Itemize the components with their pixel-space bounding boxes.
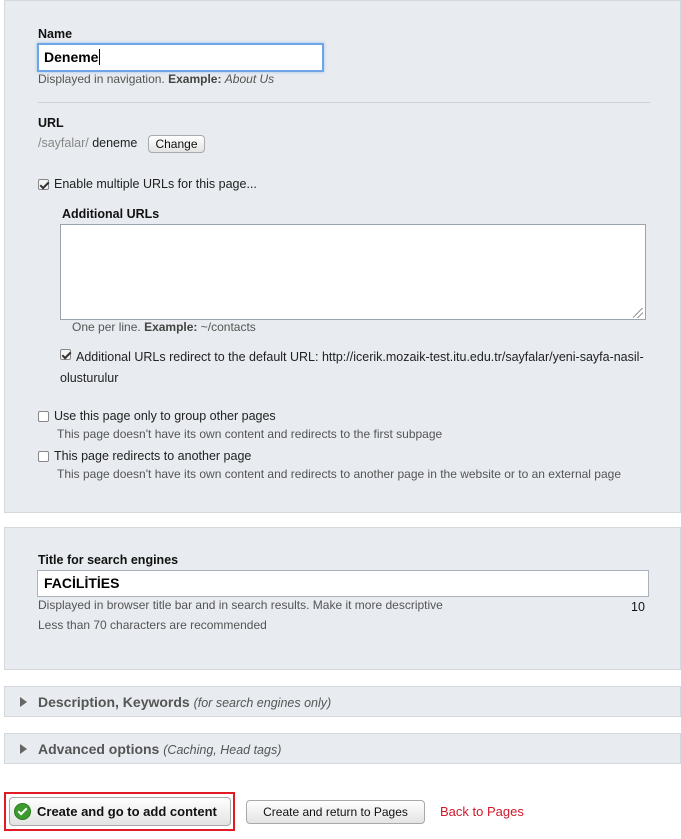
redirect-to-default-label[interactable]: Additional URLs redirect to the default URL: http://icerik.mozaik-test.itu.edu.tr/sayfalar/yeni-sayfa-nasil-olusturulur — [60, 350, 644, 385]
description-title-text: Description, Keywords — [38, 694, 190, 710]
change-url-button[interactable]: Change — [148, 135, 205, 153]
additional-urls-label: Additional URLs — [62, 207, 160, 221]
seo-help: Displayed in browser title bar and in search results. Make it more descriptive — [38, 598, 443, 612]
group-pages-label[interactable]: Use this page only to group other pages — [54, 409, 276, 423]
group-pages-checkbox[interactable] — [38, 411, 49, 422]
seo-recommendation: Less than 70 characters are recommended — [38, 618, 267, 632]
advanced-title-text: Advanced options — [38, 741, 160, 757]
enable-multiple-urls-checkbox[interactable] — [38, 179, 49, 190]
name-help-example-label: Example: — [168, 72, 222, 86]
resize-grip-icon[interactable] — [633, 308, 643, 318]
redirect-page-description: This page doesn't have its own content and redirects to another page in the website or to an external page — [57, 467, 621, 481]
name-input-value: Deneme — [44, 49, 99, 65]
advanced-options-section[interactable] — [4, 733, 681, 764]
enable-multiple-urls-label[interactable]: Enable multiple URLs for this page... — [54, 177, 257, 191]
name-help-text: Displayed in navigation. — [38, 72, 165, 86]
text-caret — [99, 49, 100, 65]
name-help-example-value: About Us — [224, 72, 275, 86]
name-help — [38, 72, 274, 86]
url-prefix: /sayfalar/ — [38, 136, 89, 150]
description-subtitle-text: (for search engines only) — [193, 696, 332, 710]
back-to-pages-link[interactable]: Back to Pages — [440, 804, 524, 819]
additional-urls-textarea[interactable] — [60, 224, 646, 320]
seo-title-input[interactable]: FACİLİTİES — [37, 570, 649, 597]
url-value — [38, 136, 137, 150]
url-slug: deneme — [92, 136, 138, 150]
name-label: Name — [38, 27, 73, 41]
additional-urls-help-example-label: Example: — [144, 320, 198, 334]
additional-urls-help-example-value: ~/contacts — [200, 320, 256, 334]
name-input[interactable] — [37, 43, 324, 72]
seo-title-label: Title for search engines — [38, 553, 179, 567]
expand-triangle-icon — [20, 697, 27, 707]
url-label: URL — [38, 116, 64, 130]
expand-triangle-icon — [20, 744, 27, 754]
advanced-subtitle-text: (Caching, Head tags) — [163, 743, 282, 757]
redirect-page-checkbox[interactable] — [38, 451, 49, 462]
additional-urls-help-text: One per line. — [72, 320, 141, 334]
additional-urls-help — [72, 320, 256, 334]
create-and-return-button[interactable]: Create and return to Pages — [246, 800, 425, 824]
create-and-add-content-button[interactable] — [9, 797, 231, 826]
group-pages-description: This page doesn't have its own content and redirects to the first subpage — [57, 427, 443, 441]
create-and-add-content-label: Create and go to add content — [37, 804, 217, 819]
redirect-page-label[interactable]: This page redirects to another page — [54, 449, 252, 463]
advanced-section-title — [38, 741, 281, 757]
seo-char-count: 10 — [631, 600, 645, 614]
description-keywords-section[interactable] — [4, 686, 681, 717]
section-divider — [38, 102, 650, 103]
description-section-title — [38, 694, 331, 710]
